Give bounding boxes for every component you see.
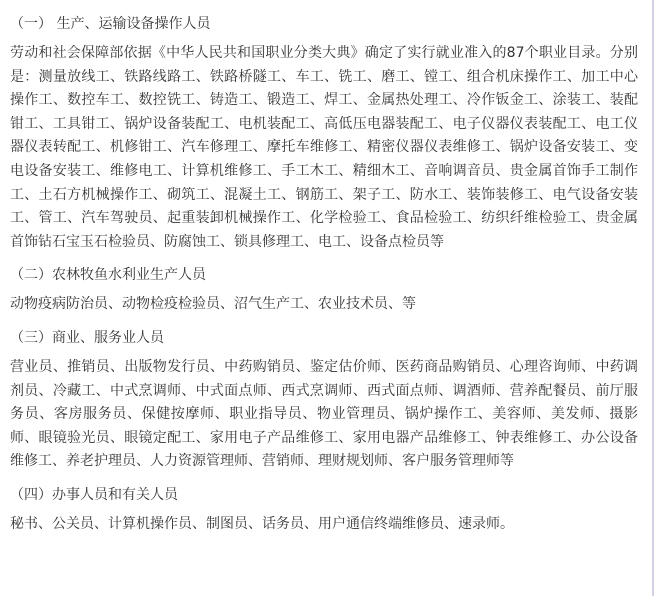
section-body: 动物疫病防治员、动物检疫检验员、沼气生产工、农业技术员、等 bbox=[10, 296, 416, 313]
section-heading: （四）办事人员和有关人员 bbox=[10, 486, 178, 503]
section-body: 劳动和社会保障部依据《中华人民共和国职业分类大典》确定了实行就业准入的87个职业目录。分别是：测量放线工、铁路线路工、铁路桥隧工、车工、铣工、磨工、镗工、组合机床操作工、加工中心操作工、数控车工、数控铣工、铸造工、锻造工、焊工、金属热处理工、冷作钣金工、涂装工、装配钳工、工具钳工、锅炉设备装配工、电机装配工、高低压电器装配工、电子仪器仪表装配工、电工仪器仪表转配工、机修钳工、汽车修理工、摩托车维修工、精密仪器仪表维修工、锅炉设备安装工、变电设备安装工、维修电工、计算机维修工、手工木工、精细木工、音响调音员、贵金属首饰手工制作工、土石方机械操作工、砌筑工、混凝土工、钢筋工、架子工、防水工、装饰装修工、电气设备安装工、管工、汽车驾驶员、起重装卸机械操作工、化学检验工、食品检验工、纺织纤维检验工、贵金属首饰钻石宝玉石检验员、防腐蚀工、锁具修理工、电工、设备点检员等 bbox=[10, 45, 638, 250]
section-heading: （二）农林牧鱼水利业生产人员 bbox=[10, 267, 206, 284]
section-body: 秘书、公关员、计算机操作员、制图员、话务员、用户通信终端维修员、速录师。 bbox=[10, 515, 514, 532]
section-heading: （一） 生产、运输设备操作人员 bbox=[10, 16, 211, 32]
section-body: 营业员、推销员、出版物发行员、中药购销员、鉴定估价师、医药商品购销员、心理咨询师、中药调剂员、冷藏工、中式烹调师、中式面点师、西式烹调师、西式面点师、调酒师、营养配餐员、前厅服务员、客房服务员、保健按摩师、职业指导员、物业管理员、锅炉操作工、美容师、美发师、摄影师、眼镜验光员、眼镜定配工、家用电子产品维修工、家用电器产品维修工、钟表维修工、办公设备维修工、养老护理员、人力资源管理师、营销师、理财规划师、客户服务管理师等 bbox=[10, 358, 638, 470]
section-commerce-service bbox=[10, 326, 638, 474]
section-office-staff bbox=[10, 483, 638, 537]
section-agriculture bbox=[10, 263, 638, 317]
section-heading: （三）商业、服务业人员 bbox=[10, 329, 164, 346]
section-production-transport bbox=[10, 12, 638, 254]
